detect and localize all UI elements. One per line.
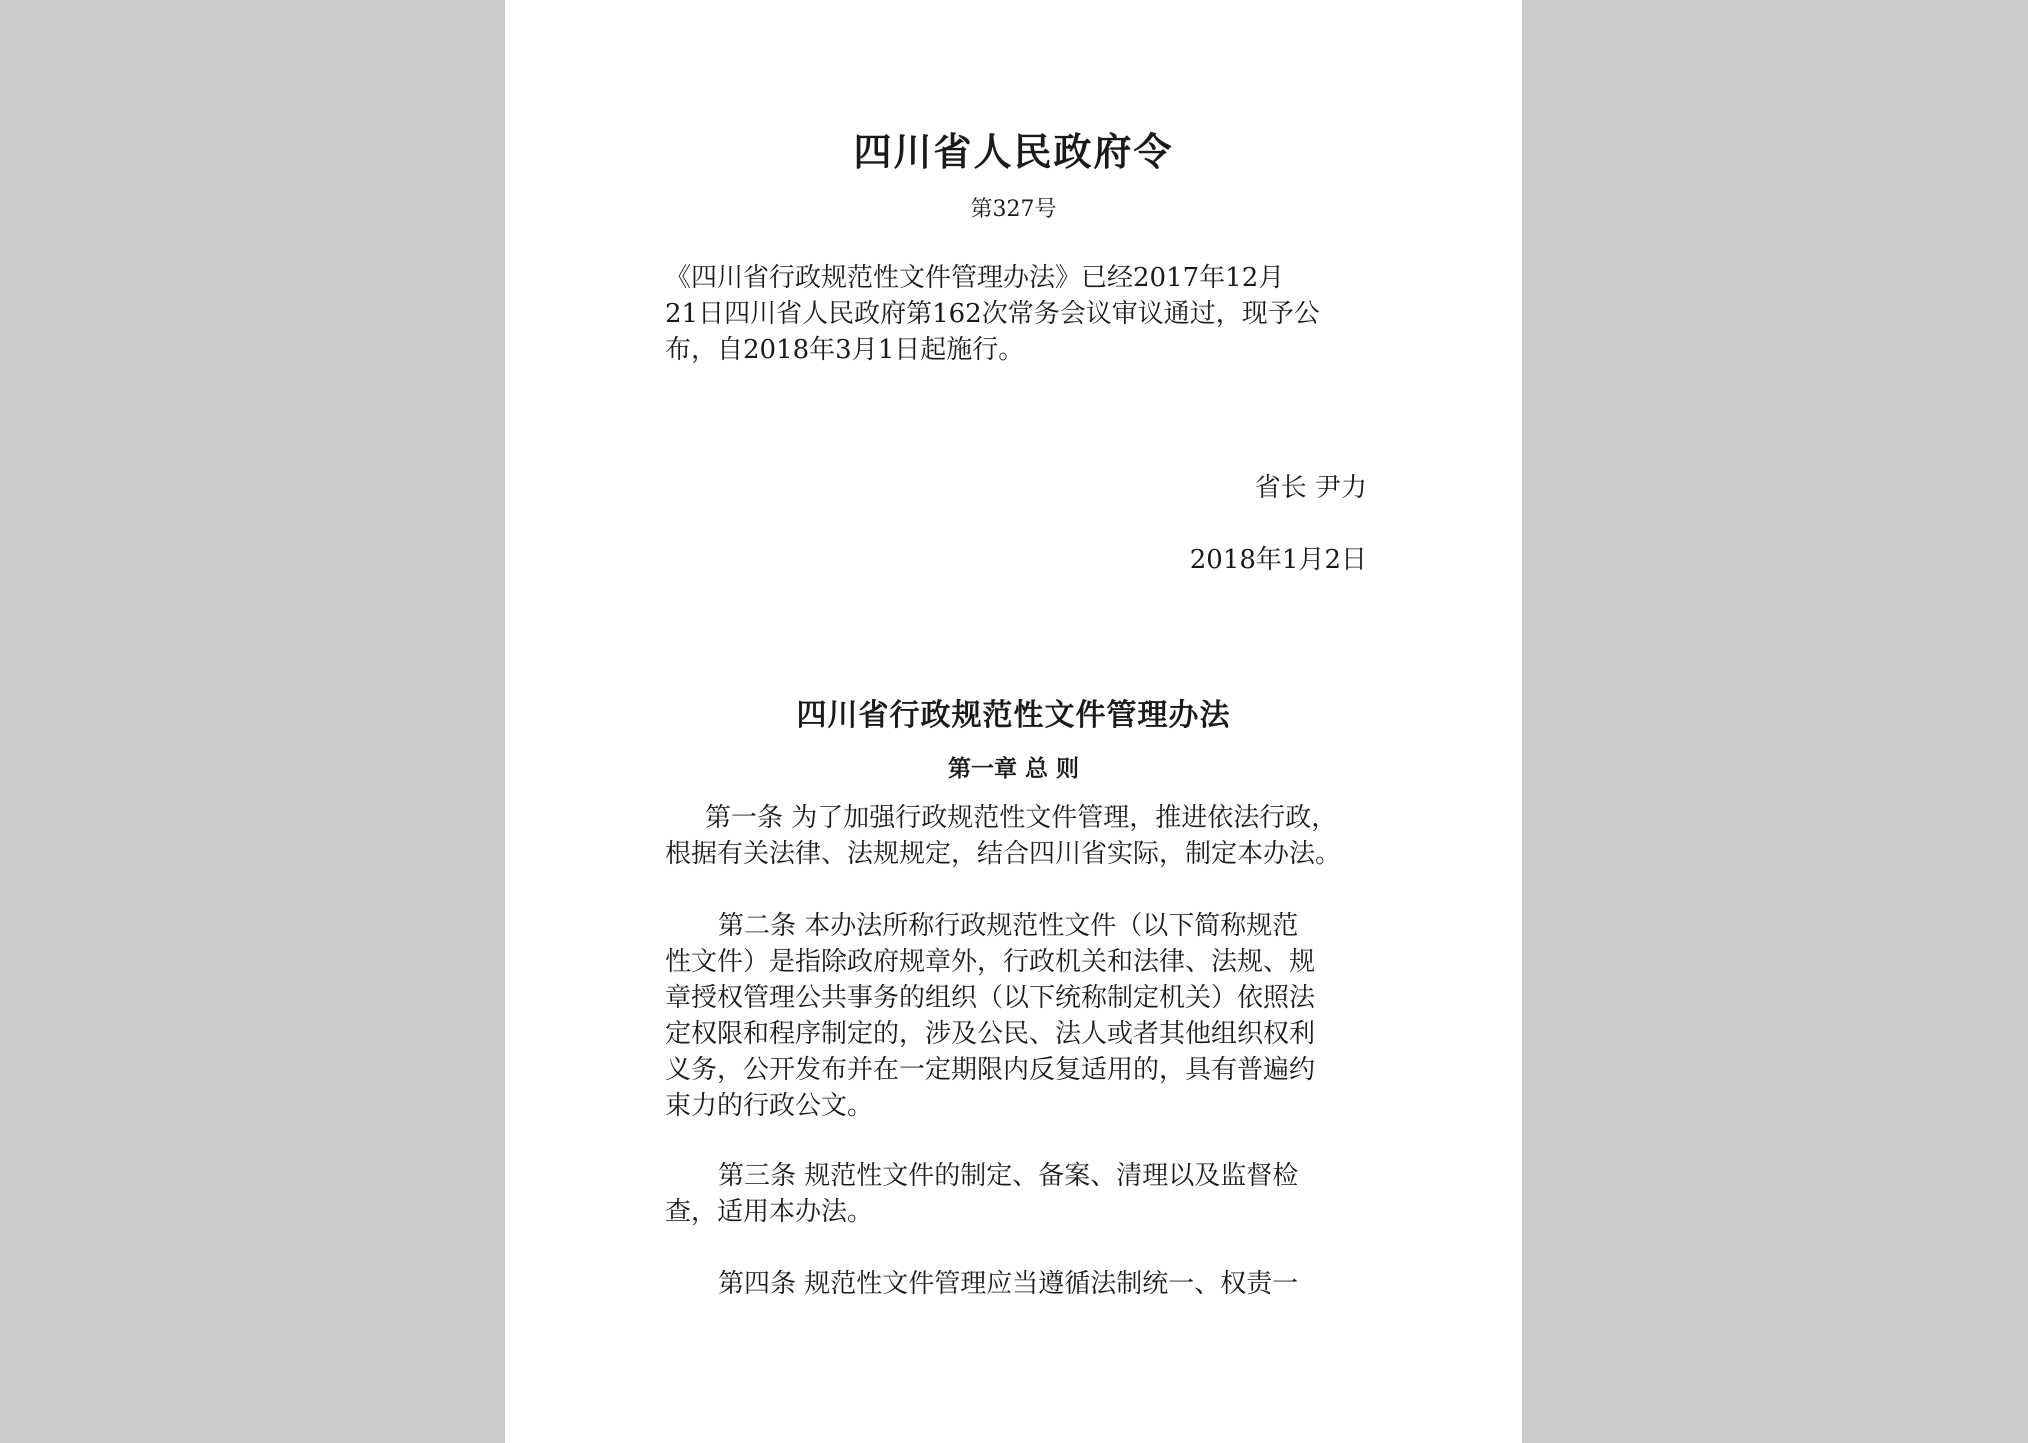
decree-line: 《四川省行政规范性文件管理办法》已经2017年12月 [665,263,1285,293]
order-number: 第327号 [970,197,1057,222]
article-3-line: 查，适用本办法。 [665,1197,874,1227]
regulation-title: 四川省行政规范性文件管理办法 [796,698,1231,733]
article-2-line: 束力的行政公文。 [665,1091,874,1121]
signer: 省长 尹力 [1254,473,1367,503]
article-2-line: 义务，公开发布并在一定期限内反复适用的，具有普遍约 [665,1055,1316,1085]
article-2-line: 定权限和程序制定的，涉及公民、法人或者其他组织权利 [665,1019,1316,1049]
chapter-heading: 第一章 总 则 [947,755,1079,782]
article-3-line: 第三条 规范性文件的制定、备案、清理以及监督检 [718,1161,1299,1191]
article-4-line: 第四条 规范性文件管理应当遵循法制统一、权责一 [718,1269,1299,1299]
article-2-line: 第二条 本办法所称行政规范性文件（以下简称规范 [718,911,1299,941]
decree-line: 21日四川省人民政府第162次常务会议审议通过，现予公 [665,299,1320,329]
article-1-line: 第一条 为了加强行政规范性文件管理，推进依法行政， [705,803,1338,833]
decree-line: 布，自2018年3月1日起施行。 [665,335,1025,365]
article-1-line: 根据有关法律、法规规定，结合四川省实际，制定本办法。 [665,839,1342,869]
article-2-line: 性文件）是指除政府规章外，行政机关和法律、法规、规 [665,947,1316,977]
article-2-line: 章授权管理公共事务的组织（以下统称制定机关）依照法 [665,983,1316,1013]
document-page [505,0,1522,1443]
decree-date: 2018年1月2日 [1189,545,1367,575]
decree-title: 四川省人民政府令 [853,129,1174,174]
